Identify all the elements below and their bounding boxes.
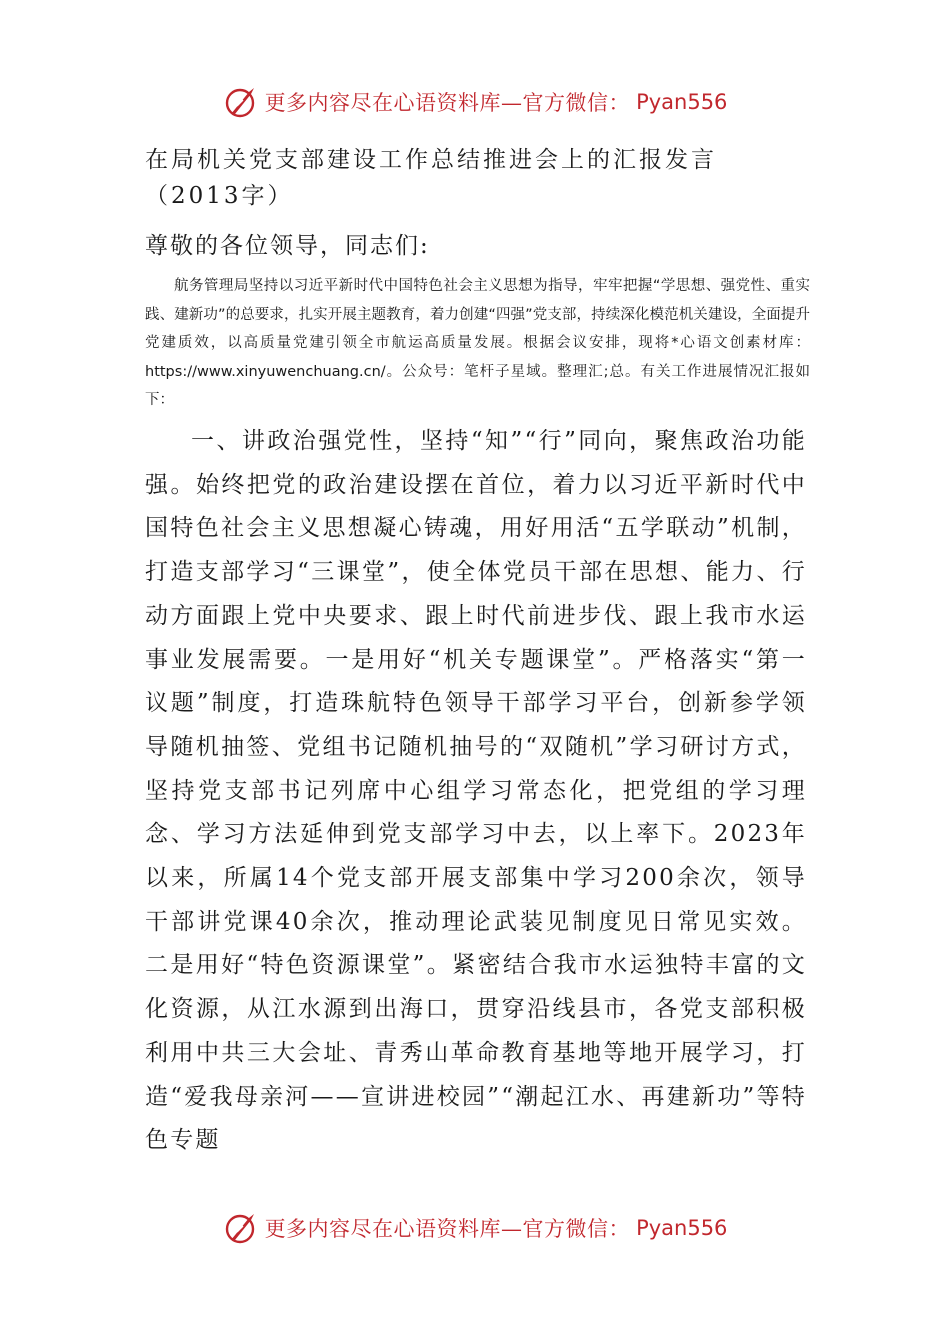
quill-pen-logo-icon — [223, 84, 259, 120]
banner-slogan: 更多内容尽在心语资料库—官方微信： — [264, 1217, 631, 1241]
banner-wechat-id: Pyan556 — [636, 1216, 728, 1240]
quill-pen-logo-icon — [223, 1210, 259, 1246]
document-title: 在局机关党支部建设工作总结推进会上的汇报发言（2013字） — [145, 147, 717, 209]
banner-wechat-id: Pyan556 — [636, 90, 728, 114]
body-paragraph: 一、讲政治强党性，坚持“知”“行”同向，聚焦政治功能强。始终把党的政治建设摆在首位，着力以习近平新时代中国特色社会主义思想凝心铸魂，用好用活“五学联动”机制，打造支部学习“三课堂”，使全体党员干部在思想、能力、行动方面跟上党中央要求、跟上时代前进步伐、跟上我市水运事业发展需要。一是用好“机关专题课堂”。严格落实“第一议题”制度，打造珠航特色领导干部学习平台，创新参学领导随机抽签、党组书记随机抽号的“双随机”学习研讨方式，坚持党支部书记列席中心组学习常态化，把党组的学习理念、学习方法延伸到党支部学习中去，以上率下。2023年以来，所属14个党支部开展支部集中学习200余次，领导干部讲党课40余次，推动理论武装见制度见日常见实效。二是用好“特色资源课堂”。紧密结合我市水运独特丰富的文化资源，从江水源到出海口，贯穿沿线县市，各党支部积极利用中共三大会址、青秀山革命教育基地等地开展学习，打造“爱我母亲河——宣讲进校园”“潮起江水、再建新功”等特色专题 — [145, 428, 807, 1154]
intro-paragraph: 航务管理局坚持以习近平新时代中国特色社会主义思想为指导，牢牢把握“学思想、强党性、重实践、建新功”的总要求，扎实开展主题教育，着力创建“四强”党支部，持续深化模范机关建设，全面提升党建质效，以高质量党建引领全市航运高质量发展。根据会议安排，现将*心语文创素材库：https://www.xinyuwenchuang.cn/。公众号：笔杆子星域。整理汇;总。有关工作进展情况汇报如下： — [145, 278, 810, 408]
footer-banner — [0, 1206, 950, 1250]
banner-slogan: 更多内容尽在心语资料库—官方微信： — [264, 91, 631, 115]
salutation: 尊敬的各位领导，同志们: — [145, 233, 430, 259]
header-banner — [0, 80, 950, 124]
